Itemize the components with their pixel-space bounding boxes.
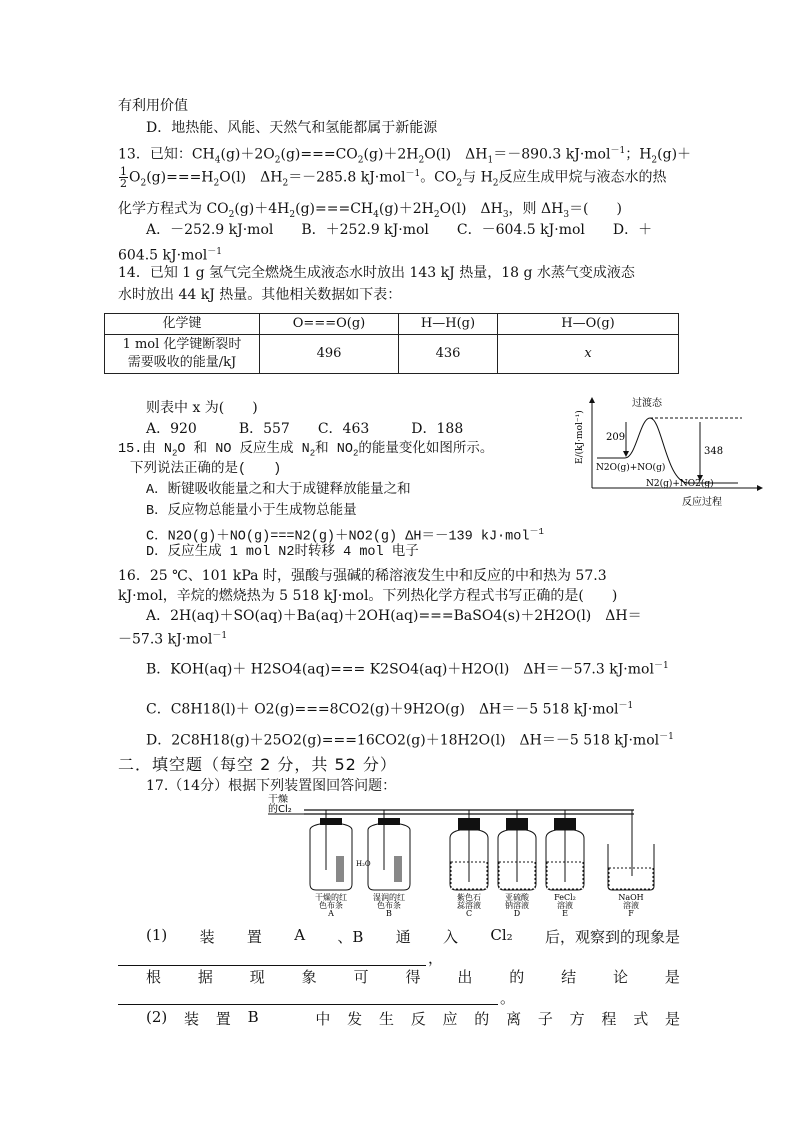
table-header: H—H(g)	[399, 314, 498, 335]
vessel-c-name-1: 紫色石	[457, 893, 481, 902]
q16-option-a: A．2H(aq)＋SO(aq)＋Ba(aq)＋2OH(aq)===BaSO4(s)＋2H2O(l) ΔH＝	[146, 608, 642, 624]
vessel-a-name-2: 色布条	[319, 901, 343, 910]
inlet-label-1: 干燥	[268, 794, 288, 805]
vessel-f-name-1: NaOH	[618, 893, 644, 902]
beaker-f	[608, 810, 654, 890]
vessel-b-name-1: 湿润的红	[373, 893, 405, 902]
vessel-d-name-1: 亚硫酸	[505, 893, 529, 902]
table-header-row	[105, 314, 679, 335]
bottle-a	[310, 810, 352, 890]
dh-label: 348	[704, 446, 724, 457]
table-cell: 436	[399, 335, 498, 374]
q15-option-b: B．反应物总能量小于生成物总能量	[146, 504, 357, 519]
products-label: N2(g)+NO2(g)	[646, 479, 714, 489]
q15-option-a: A．断键吸收能量之和大于成键释放能量之和	[146, 483, 411, 498]
q17-part1-line: (1) 装 置 A 、B 通 入 Cl₂ 后，观察到的现象是	[146, 926, 680, 946]
q15-line2: 下列说法正确的是( )	[130, 462, 282, 477]
table-header: H—O(g)	[498, 314, 679, 335]
x-axis-label: 反应过程	[682, 497, 722, 508]
q16-option-c: C．C8H18(l)＋ O2(g)===8CO2(g)＋9H2O(g) ΔH＝－5 518 kJ·mol$^{-1}$	[146, 701, 634, 718]
table-row	[105, 335, 679, 374]
bond-energy-table	[104, 313, 679, 374]
reactants-label: N2O(g)+NO(g)	[596, 463, 666, 473]
q13-line2: $\frac{1}{2}$ $O_2(g)===H_2O(l)$ $\Delta H_2=-285.8$ kJ·mol$^{-1}$。$CO_2$与 $H_2$反应生成甲烷与液态水的热	[120, 165, 667, 191]
q14-question: 则表中 x 为( )	[146, 400, 258, 416]
table-header: 化学键	[105, 314, 260, 335]
q16-option-d: D．2C8H18(g)＋25O2(g)===16CO2(g)＋18H2O(l) ΔH＝－5 518 kJ·mol$^{-1}$	[146, 732, 674, 749]
bottle-d	[498, 810, 536, 890]
bottle-e	[546, 810, 584, 890]
transition-label: 过渡态	[632, 398, 662, 409]
vessel-a-letter: A	[328, 909, 334, 916]
q13-options: A．－252.9 kJ·mol B．＋252.9 kJ·mol C．－604.5 kJ·mol D．＋	[146, 222, 653, 238]
line-intro: 有利用价值	[118, 98, 188, 114]
apparatus-diagram	[264, 794, 664, 916]
q15-option-c: C．N2O(g)＋NO(g)===N2(g)＋NO2(g) ΔH＝－139 kJ·mol$^{-1}$	[146, 527, 544, 545]
ea-label: 209	[606, 432, 626, 443]
q16-option-b: B．KOH(aq)＋ H2SO4(aq)=== K2SO4(aq)＋H2O(l) ΔH＝－57.3 kJ·mol$^{-1}$	[146, 661, 669, 678]
table-cell: 496	[260, 335, 399, 374]
table-header: O===O(g)	[260, 314, 399, 335]
period: 。	[500, 989, 516, 1007]
y-axis-label: E/(kJ·mol⁻¹)	[575, 410, 585, 464]
q14-line1: 14．已知 1 g 氢气完全燃烧生成液态水时放出 143 kJ 热量，18 g 水蒸气变成液态	[118, 265, 635, 281]
q16-option-a-cont: －57.3 kJ·mol$^{-1}$	[118, 631, 228, 648]
q13-line1: 13．已知：$CH_4(g)+2O_2(g)===CO_2(g)+2H_2O(l)$ $\Delta H_1=-890.3$ kJ·mol$^{-1}$；$H_2(g)+$	[118, 146, 692, 166]
q16-line2: kJ·mol，辛烷的燃烧热为 5 518 kJ·mol。下列热化学方程式书写正确的是( )	[118, 588, 618, 604]
table-cell-label: 1 mol 化学键断裂时 需要吸收的能量/kJ	[105, 335, 260, 374]
vessel-c-name-2: 蕊溶液	[457, 901, 481, 910]
q17-title: 17.（14分）根据下列装置图回答问题：	[146, 778, 397, 794]
q12-option-d: D．地热能、风能、天然气和氢能都属于新能源	[146, 120, 438, 136]
vessel-e-name-2: 溶液	[557, 901, 573, 910]
vessel-f-name-2: 溶液	[623, 901, 639, 910]
vessel-e-letter: E	[562, 909, 568, 916]
q14-line2: 水时放出 44 kJ 热量。其他相关数据如下表：	[118, 287, 402, 303]
inlet-label-2: 的Cl₂	[268, 804, 292, 815]
q15-option-d: D．反应生成 1 mol N2时转移 4 mol 电子	[146, 545, 419, 560]
energy-diagram	[570, 392, 770, 510]
water-label: H₂O	[356, 860, 371, 868]
vessel-f-letter: F	[628, 909, 634, 916]
vessel-d-name-2: 钠溶液	[505, 901, 529, 910]
vessel-a-name-1: 干燥的红	[315, 893, 347, 902]
vessel-c-letter: C	[465, 909, 473, 916]
vessel-e-name-1: FeCl₂	[554, 893, 576, 902]
section-heading: 二．填空题（每空 2 分，共 52 分）	[118, 755, 397, 774]
vessel-b-letter: B	[386, 909, 392, 916]
q14-options: A．920 B．557 C．463 D．188	[146, 421, 464, 437]
comma: ，	[428, 949, 444, 967]
q13-line3: 化学方程式为 $CO_2(g)+4H_2(g)===CH_4(g)+2H_2O(l)$ $\Delta H_3$，则 $\Delta H_3=$( )	[118, 201, 622, 220]
q13-option-d-cont: 604.5 kJ·mol$^{-1}$	[118, 247, 222, 264]
bottle-c	[450, 810, 488, 890]
vessel-b-name-2: 色布条	[377, 901, 401, 910]
q17-part1-conclusion: 根 据 现 象 可 得 出 的 结 论 是	[146, 968, 680, 986]
q17-part2-line: (2) 装 置 B 中 发 生 反 应 的 离 子 方 程 式 是	[146, 1008, 680, 1028]
vessel-d-letter: D	[513, 909, 521, 916]
table-cell: x	[498, 335, 679, 374]
bottle-b	[356, 810, 410, 890]
answer-blank-2[interactable]	[118, 1004, 498, 1005]
q16-line1: 16．25 ℃、101 kPa 时，强酸与强碱的稀溶液发生中和反应的中和热为 57.3	[118, 568, 607, 584]
q15-line1: 15.由 $N_2O$ 和 NO 反应生成 $N_2$和 $NO_2$的能量变化如图所示。	[118, 442, 494, 459]
fraction-half: $\frac{1}{2}$	[120, 165, 127, 191]
